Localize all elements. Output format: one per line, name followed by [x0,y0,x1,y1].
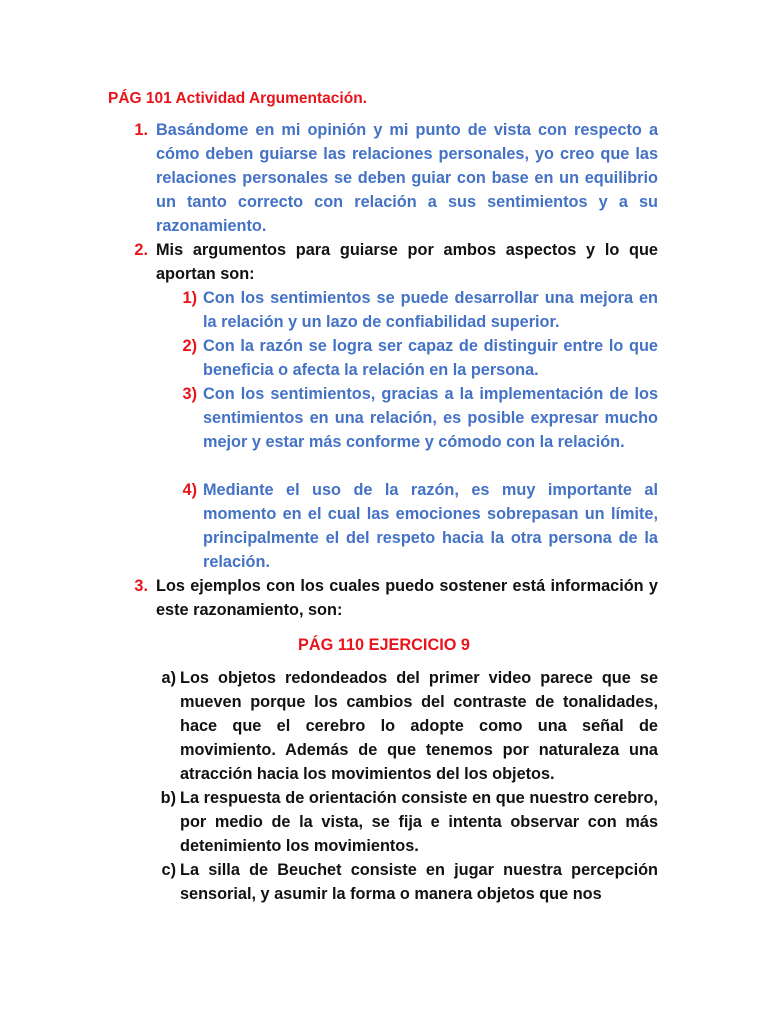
lettered-item-a [161,666,658,786]
sub-item-4 [182,478,658,574]
sub-item-marker: 1) [182,289,197,307]
item-text: Los ejemplos con los cuales puedo sostener está información y este razonamiento, son: [156,577,658,619]
lettered-item-b [160,786,658,858]
lettered-text: La respuesta de orientación consiste en que nuestro cerebro, por medio de la vista, se fija e intenta observar con más detenimiento los movimientos. [180,789,658,855]
sub-item-text: Con los sentimientos se puede desarrollar una mejora en la relación y un lazo de confiabilidad superior. [203,289,658,331]
item-text: Basándome en mi opinión y mi punto de vista con respecto a cómo deben guiarse las relaciones personales, yo creo que las relaciones personales se deben guiar con base en un equilibrio un tanto correcto con relación a sus sentimientos y a su razonamiento. [156,121,658,235]
sub-item-marker: 2) [182,337,197,355]
sub-item-marker: 3) [182,385,197,403]
item-text: Mis argumentos para guiarse por ambos aspectos y lo que aportan son: [156,241,658,283]
sub-item-text: Con los sentimientos, gracias a la implementación de los sentimientos en una relación, es posible expresar mucho mejor y estar más conforme y cómodo con la relación. [203,385,658,451]
lettered-item-c [161,858,658,906]
sub-item-2 [182,334,658,382]
lettered-marker: b) [160,789,176,807]
sub-item-3 [182,382,658,454]
sub-item-text: Con la razón se logra ser capaz de distinguir entre lo que beneficia o afecta la relación en la persona. [203,337,658,379]
item-marker: 3. [134,577,148,595]
sub-item-1 [182,286,658,334]
lettered-text: La silla de Beuchet consiste en jugar nuestra percepción sensorial, y asumir la forma o manera objetos que nos [180,861,658,903]
numbered-item-3 [134,574,658,622]
numbered-item-1 [134,118,658,238]
lettered-marker: c) [161,861,176,879]
item-marker: 2. [134,241,148,259]
numbered-item-2 [134,238,658,286]
lettered-marker: a) [161,669,176,687]
section-heading: PÁG 110 EJERCICIO 9 [298,636,470,654]
sub-item-marker: 4) [182,481,197,499]
lettered-text: Los objetos redondeados del primer video parece que se mueven porque los cambios del contraste de tonalidades, hace que el cerebro lo adopte como una señal de movimiento. Además de que tenemos por naturaleza una atracción hacia los movimientos del los objetos. [180,669,658,783]
item-marker: 1. [134,121,148,139]
activity-heading: PÁG 101 Actividad Argumentación. [108,90,367,107]
sub-item-text: Mediante el uso de la razón, es muy importante al momento en el cual las emociones sobrepasan un límite, principalmente el del respeto hacia la otra persona de la relación. [203,481,658,571]
